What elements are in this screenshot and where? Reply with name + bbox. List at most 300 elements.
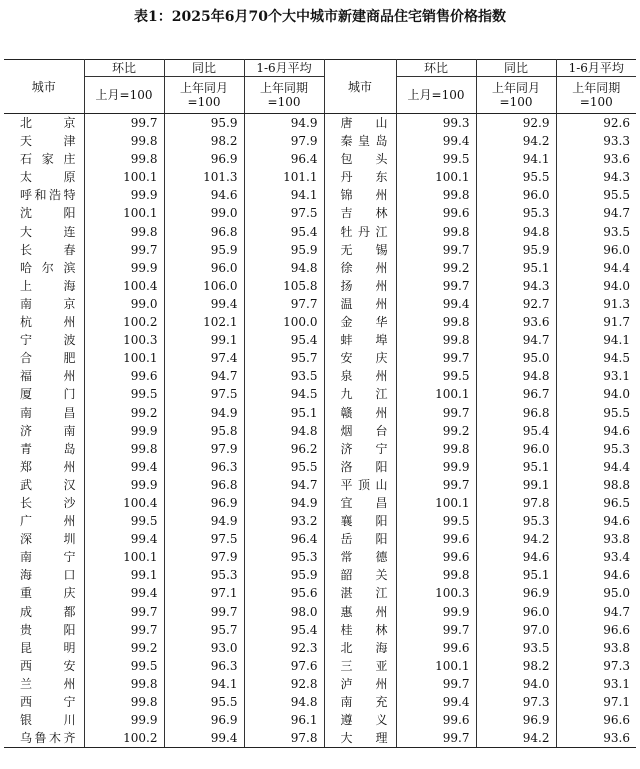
- mom-value: 99.6: [396, 639, 476, 657]
- mom-value: 99.5: [84, 385, 164, 403]
- city-name: 青岛: [4, 440, 84, 458]
- avg-value: 94.6: [603, 514, 630, 529]
- city-name: 蚌埠: [324, 331, 396, 349]
- table-row: [4, 711, 636, 729]
- mom-value: 99.5: [396, 150, 476, 168]
- yoy-value: 94.0: [476, 675, 556, 693]
- mom-value: 99.7: [396, 277, 476, 295]
- mom-value: 99.5: [84, 657, 164, 675]
- mom-value: 100.1: [396, 168, 476, 186]
- table-row: [4, 422, 636, 440]
- yoy-value: 96.8: [164, 223, 244, 241]
- yoy-value: 97.5: [164, 385, 244, 403]
- city-name: 南昌: [4, 404, 84, 422]
- table-row: [4, 168, 636, 186]
- mom-value: 99.8: [396, 331, 476, 349]
- avg-value: 93.6: [603, 152, 630, 167]
- yoy-value: 95.9: [476, 241, 556, 259]
- city-name: 桂林: [324, 621, 396, 639]
- avg-value: 93.3: [603, 134, 630, 149]
- mom-value: 99.8: [84, 223, 164, 241]
- yoy-value: 95.3: [476, 204, 556, 222]
- mom-value: 99.8: [84, 150, 164, 168]
- table-row: [4, 621, 636, 639]
- city-name: 烟台: [324, 422, 396, 440]
- city-name: 南京: [4, 295, 84, 313]
- table-row: [4, 584, 636, 602]
- yoy-value: 97.4: [164, 349, 244, 367]
- avg-value: 94.7: [603, 604, 630, 619]
- yoy-value: 94.2: [476, 729, 556, 748]
- mom-value: 99.8: [396, 186, 476, 204]
- city-name: 广州: [4, 512, 84, 530]
- avg-value: 97.5: [244, 204, 324, 222]
- yoy-value: 98.2: [476, 657, 556, 675]
- avg-value: 101.1: [244, 168, 324, 186]
- yoy-value: 94.8: [476, 223, 556, 241]
- avg-value: 94.3: [603, 170, 630, 185]
- mom-value: 99.0: [84, 295, 164, 313]
- avg-value: 94.6: [603, 423, 630, 438]
- mom-value: 99.7: [396, 476, 476, 494]
- mom-base-right: 上月=100: [396, 77, 476, 114]
- avg-value: 92.3: [244, 639, 324, 657]
- mom-value: 99.3: [396, 114, 476, 133]
- mom-value: 99.7: [84, 621, 164, 639]
- avg-header-right: 1-6月平均: [556, 60, 636, 77]
- yoy-value: 96.0: [476, 186, 556, 204]
- yoy-value: 96.9: [164, 494, 244, 512]
- yoy-value: 96.0: [476, 440, 556, 458]
- table-row: [4, 295, 636, 313]
- mom-value: 100.1: [396, 657, 476, 675]
- avg-value: 94.9: [244, 494, 324, 512]
- avg-value: 93.8: [603, 532, 630, 547]
- avg-value: 95.5: [603, 405, 630, 420]
- mom-value: 99.6: [396, 530, 476, 548]
- city-name: 扬州: [324, 277, 396, 295]
- mom-value: 99.6: [84, 367, 164, 385]
- avg-value: 95.6: [244, 584, 324, 602]
- yoy-value: 93.6: [476, 313, 556, 331]
- mom-value: 100.1: [396, 385, 476, 403]
- city-name: 湛江: [324, 584, 396, 602]
- yoy-value: 97.5: [164, 530, 244, 548]
- yoy-value: 96.9: [164, 150, 244, 168]
- table-row: [4, 385, 636, 403]
- city-name: 合肥: [4, 349, 84, 367]
- yoy-value: 92.9: [476, 114, 556, 133]
- avg-base-left: 上年同期 =100: [244, 77, 324, 114]
- yoy-value: 106.0: [164, 277, 244, 295]
- yoy-value: 94.7: [164, 367, 244, 385]
- table-row: [4, 241, 636, 259]
- yoy-value: 95.8: [164, 422, 244, 440]
- yoy-value: 95.5: [476, 168, 556, 186]
- table-row: [4, 548, 636, 566]
- city-name: 北海: [324, 639, 396, 657]
- avg-value: 93.4: [603, 550, 630, 565]
- table-row: [4, 331, 636, 349]
- mom-value: 100.1: [84, 168, 164, 186]
- mom-base-left: 上月=100: [84, 77, 164, 114]
- avg-value: 92.8: [244, 675, 324, 693]
- avg-value: 94.8: [244, 422, 324, 440]
- table-row: [4, 186, 636, 204]
- yoy-value: 95.7: [164, 621, 244, 639]
- city-name: 济宁: [324, 440, 396, 458]
- avg-value: 94.9: [244, 114, 324, 133]
- city-name: 西宁: [4, 693, 84, 711]
- yoy-value: 95.4: [476, 422, 556, 440]
- mom-value: 99.7: [396, 729, 476, 748]
- city-name: 包头: [324, 150, 396, 168]
- city-name: 哈尔滨: [4, 259, 84, 277]
- avg-value: 95.5: [244, 458, 324, 476]
- city-name: 丹东: [324, 168, 396, 186]
- avg-value: 94.4: [603, 260, 630, 275]
- city-name: 唐山: [324, 114, 396, 133]
- yoy-value: 96.9: [164, 711, 244, 729]
- avg-value: 94.0: [603, 278, 630, 293]
- yoy-value: 95.5: [164, 693, 244, 711]
- avg-value: 92.6: [603, 116, 630, 130]
- mom-value: 99.2: [396, 422, 476, 440]
- city-name: 温州: [324, 295, 396, 313]
- table-row: [4, 512, 636, 530]
- mom-value: 99.4: [396, 132, 476, 150]
- city-name: 西安: [4, 657, 84, 675]
- mom-value: 99.6: [396, 548, 476, 566]
- city-name: 厦门: [4, 385, 84, 403]
- avg-value: 94.4: [603, 459, 630, 474]
- avg-header-left: 1-6月平均: [244, 60, 324, 77]
- table-row: [4, 150, 636, 168]
- city-name: 石家庄: [4, 150, 84, 168]
- yoy-value: 101.3: [164, 168, 244, 186]
- avg-value: 93.6: [556, 729, 636, 748]
- yoy-value: 97.3: [476, 693, 556, 711]
- mom-value: 99.7: [84, 241, 164, 259]
- yoy-value: 95.1: [476, 566, 556, 584]
- city-name: 长春: [4, 241, 84, 259]
- yoy-value: 94.1: [476, 150, 556, 168]
- avg-value: 93.5: [244, 367, 324, 385]
- city-name: 大理: [324, 729, 396, 748]
- city-name: 无锡: [324, 241, 396, 259]
- mom-value: 99.7: [396, 241, 476, 259]
- city-name: 徐州: [324, 259, 396, 277]
- mom-value: 99.4: [396, 693, 476, 711]
- yoy-value: 93.5: [476, 639, 556, 657]
- city-name: 重庆: [4, 584, 84, 602]
- avg-value: 93.1: [603, 676, 630, 691]
- yoy-value: 94.9: [164, 512, 244, 530]
- yoy-header-left: 同比: [164, 60, 244, 77]
- avg-value: 94.8: [244, 259, 324, 277]
- yoy-value: 98.2: [164, 132, 244, 150]
- mom-value: 100.1: [84, 349, 164, 367]
- city-name: 锦州: [324, 186, 396, 204]
- yoy-value: 94.1: [164, 675, 244, 693]
- avg-value: 93.2: [244, 512, 324, 530]
- avg-value: 94.7: [244, 476, 324, 494]
- table-row: [4, 259, 636, 277]
- yoy-value: 97.0: [476, 621, 556, 639]
- yoy-value: 97.1: [164, 584, 244, 602]
- mom-value: 100.1: [396, 494, 476, 512]
- city-name: 长沙: [4, 494, 84, 512]
- city-name: 贵阳: [4, 621, 84, 639]
- table-row: [4, 693, 636, 711]
- city-name: 郑州: [4, 458, 84, 476]
- yoy-value: 93.0: [164, 639, 244, 657]
- city-name: 牡丹江: [324, 223, 396, 241]
- yoy-value: 92.7: [476, 295, 556, 313]
- yoy-value: 95.1: [476, 458, 556, 476]
- yoy-value: 94.2: [476, 530, 556, 548]
- avg-value: 96.4: [244, 530, 324, 548]
- table-row: [4, 204, 636, 222]
- mom-value: 99.8: [396, 313, 476, 331]
- city-name: 泸州: [324, 675, 396, 693]
- avg-value: 95.0: [603, 586, 630, 601]
- mom-value: 99.9: [84, 259, 164, 277]
- yoy-value: 96.3: [164, 458, 244, 476]
- yoy-value: 94.3: [476, 277, 556, 295]
- avg-value: 94.6: [603, 568, 630, 583]
- avg-value: 93.8: [603, 640, 630, 655]
- yoy-value: 96.3: [164, 657, 244, 675]
- city-name: 韶关: [324, 566, 396, 584]
- table-row: [4, 639, 636, 657]
- mom-value: 99.4: [84, 458, 164, 476]
- yoy-value: 94.6: [164, 186, 244, 204]
- yoy-value: 95.9: [164, 241, 244, 259]
- table-row: [4, 494, 636, 512]
- mom-value: 99.7: [84, 114, 164, 133]
- table-row: [4, 476, 636, 494]
- avg-value: 94.1: [603, 333, 630, 348]
- mom-value: 100.4: [84, 277, 164, 295]
- yoy-value: 96.8: [164, 476, 244, 494]
- city-name: 秦皇岛: [324, 132, 396, 150]
- table-row: [4, 603, 636, 621]
- city-name: 沈阳: [4, 204, 84, 222]
- city-name: 海口: [4, 566, 84, 584]
- city-name: 赣州: [324, 404, 396, 422]
- mom-value: 99.8: [84, 132, 164, 150]
- city-name: 遵义: [324, 711, 396, 729]
- mom-value: 99.4: [396, 295, 476, 313]
- mom-value: 99.8: [396, 440, 476, 458]
- mom-value: 99.8: [396, 566, 476, 584]
- city-name: 吉林: [324, 204, 396, 222]
- mom-value: 100.4: [84, 494, 164, 512]
- mom-value: 99.7: [396, 404, 476, 422]
- avg-value: 91.7: [603, 315, 630, 330]
- avg-value: 105.8: [244, 277, 324, 295]
- table-row: [4, 440, 636, 458]
- table-row: [4, 223, 636, 241]
- city-name: 洛阳: [324, 458, 396, 476]
- yoy-value: 96.9: [476, 584, 556, 602]
- avg-value: 96.2: [244, 440, 324, 458]
- mom-value: 100.1: [84, 204, 164, 222]
- yoy-value: 96.8: [476, 404, 556, 422]
- avg-value: 95.4: [244, 331, 324, 349]
- city-name: 杭州: [4, 313, 84, 331]
- table-body: [4, 114, 636, 748]
- yoy-base-left: 上年同月 =100: [164, 77, 244, 114]
- city-name: 宜昌: [324, 494, 396, 512]
- mom-value: 99.5: [396, 512, 476, 530]
- city-name: 三亚: [324, 657, 396, 675]
- table-title: 表1：2025年6月70个大中城市新建商品住宅销售价格指数: [134, 9, 506, 25]
- city-name: 泉州: [324, 367, 396, 385]
- city-name: 深圳: [4, 530, 84, 548]
- mom-value: 99.9: [84, 711, 164, 729]
- mom-value: 99.7: [396, 675, 476, 693]
- yoy-value: 96.9: [476, 711, 556, 729]
- mom-value: 99.2: [84, 639, 164, 657]
- avg-value: 96.6: [603, 622, 630, 637]
- table-row: [4, 458, 636, 476]
- mom-value: 100.2: [84, 729, 164, 748]
- city-name: 天津: [4, 132, 84, 150]
- mom-value: 100.3: [396, 584, 476, 602]
- city-header-left: 城市: [4, 60, 84, 114]
- city-name: 南充: [324, 693, 396, 711]
- avg-value: 95.1: [244, 404, 324, 422]
- city-name: 岳阳: [324, 530, 396, 548]
- city-name: 宁波: [4, 331, 84, 349]
- yoy-value: 99.7: [164, 603, 244, 621]
- mom-value: 99.6: [396, 711, 476, 729]
- yoy-value: 95.9: [164, 114, 244, 133]
- mom-header-right: 环比: [396, 60, 476, 77]
- yoy-value: 94.9: [164, 404, 244, 422]
- city-name: 兰州: [4, 675, 84, 693]
- table-row: [4, 313, 636, 331]
- city-name: 武汉: [4, 476, 84, 494]
- avg-value: 95.3: [244, 548, 324, 566]
- avg-base-right: 上年同期 =100: [556, 77, 636, 114]
- mom-value: 99.1: [84, 566, 164, 584]
- avg-value: 95.4: [244, 621, 324, 639]
- price-index-table: [4, 59, 636, 748]
- city-name: 安庆: [324, 349, 396, 367]
- yoy-value: 99.1: [164, 331, 244, 349]
- table-row: [4, 404, 636, 422]
- city-name: 金华: [324, 313, 396, 331]
- mom-value: 100.3: [84, 331, 164, 349]
- mom-value: 99.8: [84, 440, 164, 458]
- mom-value: 99.6: [396, 204, 476, 222]
- mom-value: 99.9: [396, 458, 476, 476]
- yoy-header-right: 同比: [476, 60, 556, 77]
- city-name: 福州: [4, 367, 84, 385]
- avg-value: 94.8: [244, 693, 324, 711]
- mom-value: 99.5: [84, 512, 164, 530]
- mom-value: 99.9: [84, 186, 164, 204]
- avg-value: 95.5: [603, 188, 630, 203]
- yoy-value: 94.2: [476, 132, 556, 150]
- avg-value: 96.6: [603, 713, 630, 728]
- avg-value: 97.1: [603, 695, 630, 709]
- avg-value: 95.9: [244, 241, 324, 259]
- avg-value: 96.1: [244, 711, 324, 729]
- city-name: 九江: [324, 385, 396, 403]
- yoy-value: 95.1: [476, 259, 556, 277]
- city-name: 乌鲁木齐: [4, 729, 84, 748]
- avg-value: 97.7: [244, 295, 324, 313]
- mom-value: 99.2: [396, 259, 476, 277]
- yoy-value: 99.4: [164, 729, 244, 748]
- table-row: [4, 729, 636, 748]
- table-row: [4, 657, 636, 675]
- yoy-value: 95.3: [476, 512, 556, 530]
- avg-value: 93.1: [603, 369, 630, 384]
- yoy-value: 97.9: [164, 440, 244, 458]
- table-row: [4, 114, 636, 133]
- mom-value: 99.8: [84, 693, 164, 711]
- city-name: 平顶山: [324, 476, 396, 494]
- avg-value: 97.9: [244, 132, 324, 150]
- avg-value: 94.5: [244, 385, 324, 403]
- city-name: 太原: [4, 168, 84, 186]
- avg-value: 97.6: [244, 657, 324, 675]
- avg-value: 97.3: [603, 658, 630, 673]
- yoy-value: 94.7: [476, 331, 556, 349]
- yoy-value: 96.0: [476, 603, 556, 621]
- city-name: 银川: [4, 711, 84, 729]
- yoy-value: 99.0: [164, 204, 244, 222]
- city-name: 济南: [4, 422, 84, 440]
- mom-value: 99.9: [84, 422, 164, 440]
- city-header-right: 城市: [324, 60, 396, 114]
- mom-value: 99.9: [84, 476, 164, 494]
- avg-value: 96.5: [603, 495, 630, 510]
- mom-value: 99.4: [84, 584, 164, 602]
- avg-value: 94.1: [244, 186, 324, 204]
- avg-value: 100.0: [244, 313, 324, 331]
- table-row: [4, 132, 636, 150]
- city-name: 襄阳: [324, 512, 396, 530]
- city-name: 呼和浩特: [4, 186, 84, 204]
- city-name: 成都: [4, 603, 84, 621]
- mom-value: 100.1: [84, 548, 164, 566]
- mom-value: 100.2: [84, 313, 164, 331]
- city-name: 常德: [324, 548, 396, 566]
- yoy-value: 95.0: [476, 349, 556, 367]
- city-name: 惠州: [324, 603, 396, 621]
- table-row: [4, 277, 636, 295]
- city-name: 昆明: [4, 639, 84, 657]
- yoy-value: 99.4: [164, 295, 244, 313]
- avg-value: 97.8: [244, 729, 324, 748]
- mom-value: 99.8: [84, 675, 164, 693]
- city-name: 北京: [4, 114, 84, 133]
- mom-value: 99.7: [396, 349, 476, 367]
- yoy-value: 97.8: [476, 494, 556, 512]
- avg-value: 95.3: [603, 441, 630, 456]
- yoy-value: 95.3: [164, 566, 244, 584]
- yoy-value: 94.6: [476, 548, 556, 566]
- avg-value: 95.9: [244, 566, 324, 584]
- avg-value: 96.4: [244, 150, 324, 168]
- avg-value: 94.7: [603, 206, 630, 221]
